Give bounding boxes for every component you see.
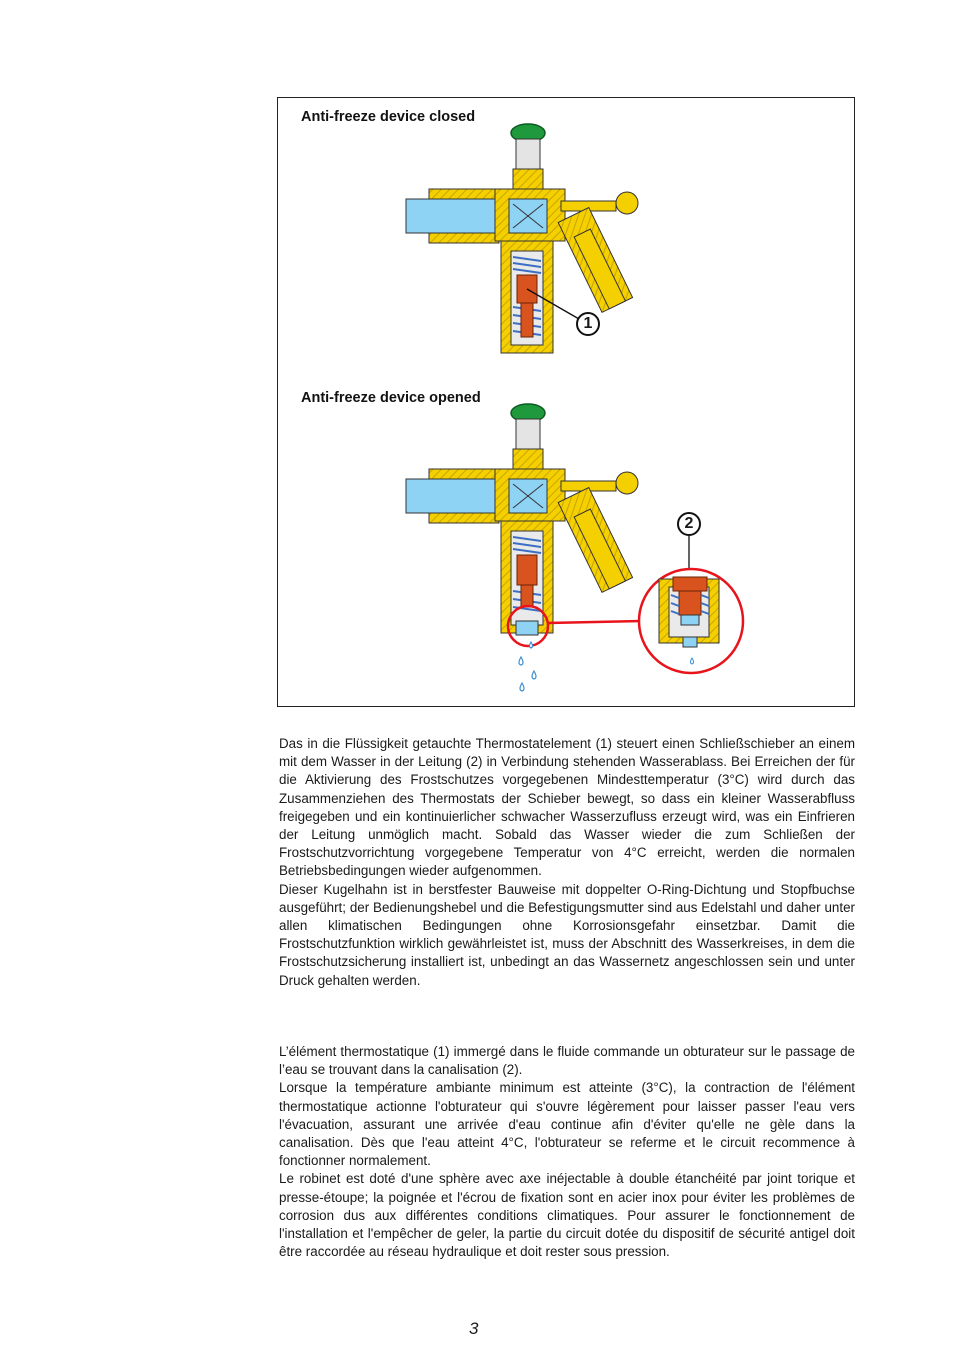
german-description [279, 735, 855, 990]
callout-pipe-2: 2 [677, 512, 701, 536]
water-drop-icon [519, 642, 536, 691]
label-device-closed: Anti-freeze device closed [301, 109, 476, 125]
german-paragraph-2: Dieser Kugelhahn ist in berstfester Bauweise mit doppelter O-Ring-Dichtung und Stopfbuchse ausgeführt; der Bedienungshebel und die Befestigungsmutter sind aus Edelstahl und daher unter allen klimatischen Bedingungen ohne Korrosionsgefahr einsetzbar. Damit die Frostschutzfunktion wirklich gewährleistet ist, muss der Abschnitt des Wasserkreises, in dem die Frostschutzsicherung installiert ist, unbedingt an das Wassernetz angeschlossen sein und unter Druck gehalten werden. [279, 881, 855, 988]
french-paragraph-3: Le robinet est doté d'une sphère avec axe inéjectable à double étanchéité par joint torique et presse-étoupe; la poignée et l'écrou de fixation sont en acier inox pour éviter les problèmes de corrosion dus aux différentes conditions climatiques. Pour assurer le fonctionnement de l'installation et l'empêcher de geler, la partie du circuit dotée du dispositif de sécurité antigel doit être raccordée au réseau hydraulique et doit rester sous pression. [279, 1171, 855, 1260]
german-paragraph-1: Das in die Flüssigkeit getauchte Thermostatelement (1) steuert einen Schließschieber an einem mit dem Wasser in der Leitung (2) in Verbindung stehenden Wasserablass. Bei Erreichen der für die Aktivierung des Frostschutzes vorgegebenen Mindesttemperatur (3°C) wird durch das Zusammenziehen des Thermostats der Schieber bewegt, so dass ein kleiner Wasserabfluss freigegeben und ein kontinuierlicher schwacher Wasserzufluss erzeugt wird, was ein Einfrieren der Leitung unmöglich macht. Sobald das Wasser wieder die zum Schließen der Frostschutzvorrichtung vorgegebene Temperatur von 4°C erreicht, werden die normalen Betriebsbedingungen wieder aufgenommen. [279, 736, 855, 879]
valve-closed-diagram [406, 124, 638, 353]
magnifier-detail-circle [639, 569, 743, 673]
french-paragraph-2: Lorsque la température ambiante minimum est atteinte (3°C), la contraction de l'élément thermostatique actionne l'obturateur qui s'ouvre légèrement pour laisser passer l'eau vers l'évacuation, assurant une arrivée d'eau continue afin d'éviter qu'elle ne gèle dans la canalisation. Dès que l'eau atteint 4°C, l'obturateur se referme et le circuit recommence à fonctionner normalement. [279, 1080, 855, 1169]
figure-frame [277, 97, 855, 707]
label-device-opened: Anti-freeze device opened [301, 390, 481, 406]
french-description [279, 1043, 855, 1261]
callout-thermostat-1: 1 [576, 312, 600, 336]
french-paragraph-1: L’élément thermostatique (1) immergé dans le fluide commande un obturateur sur le passage de l’eau se trouvant dans la canalisation (2). [279, 1044, 855, 1078]
page-number: 3 [469, 1319, 479, 1338]
